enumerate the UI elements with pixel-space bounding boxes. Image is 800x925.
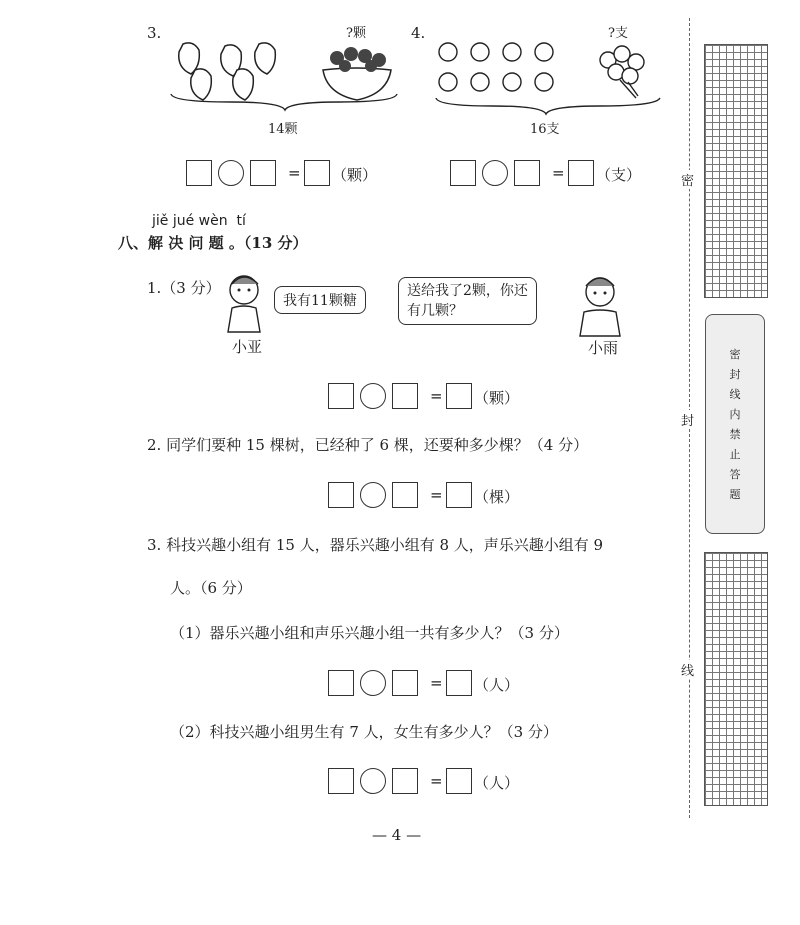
page-number: — 4 —: [372, 826, 422, 844]
answer-box[interactable]: [328, 768, 354, 794]
seal-label-mi: 密: [681, 170, 694, 189]
q3-sub-2: （2）科技兴趣小组男生有 7 人，女生有多少人？（3 分）: [170, 723, 558, 741]
flower-icon: [503, 73, 521, 91]
boy-illustration: [574, 272, 626, 338]
basket-icon: [323, 68, 391, 100]
problem-4-number: 4.: [411, 24, 426, 42]
equals-sign: =: [430, 674, 443, 692]
problem-3-question-label: ?颗: [346, 26, 366, 41]
equals-sign: =: [288, 164, 301, 182]
unit-label: （颗）: [474, 389, 520, 407]
unit-label: （人）: [474, 774, 520, 792]
q3-line-1: 3. 科技兴趣小组有 15 人，器乐兴趣小组有 8 人，声乐兴趣小组有 9: [147, 536, 604, 554]
flower-icon: [471, 43, 489, 61]
unit-label: （颗）: [332, 166, 378, 184]
operator-circle[interactable]: [482, 160, 508, 186]
flower-icon: [439, 73, 457, 91]
flower-icon: [503, 43, 521, 61]
problem-4-total-label: 16支: [530, 122, 560, 137]
notice-panel: [705, 314, 765, 534]
unit-label: （人）: [474, 676, 520, 694]
section-pinyin: jiě jué wèn tí: [152, 213, 246, 229]
girl-speech-bubble: 我有11颗糖: [274, 286, 366, 314]
equals-sign: =: [552, 164, 565, 182]
answer-box[interactable]: [328, 383, 354, 409]
flower-icon: [535, 43, 553, 61]
answer-box[interactable]: [446, 482, 472, 508]
q3-line-2: 人。（6 分）: [170, 579, 252, 597]
answer-box[interactable]: [328, 482, 354, 508]
answer-box[interactable]: [392, 383, 418, 409]
answer-box[interactable]: [392, 482, 418, 508]
girl-illustration: [222, 268, 268, 336]
strawberry-icon: [255, 43, 276, 74]
answer-box[interactable]: [446, 670, 472, 696]
answer-box[interactable]: [304, 160, 330, 186]
operator-circle[interactable]: [360, 383, 386, 409]
answer-grid-top: [704, 44, 768, 298]
operator-circle[interactable]: [218, 160, 244, 186]
section-title: 八、解 决 问 题 。（13 分）: [118, 234, 308, 252]
answer-box[interactable]: [186, 160, 212, 186]
answer-box[interactable]: [568, 160, 594, 186]
q3-sub-1: （1）器乐兴趣小组和声乐兴趣小组一共有多少人？（3 分）: [170, 624, 569, 642]
answer-box[interactable]: [514, 160, 540, 186]
flower-icon: [535, 73, 553, 91]
boy-speech-bubble: [398, 277, 537, 325]
q1-number: 1.（3 分）: [147, 279, 221, 297]
unit-label: （棵）: [474, 488, 520, 506]
girl-name-label: 小亚: [232, 338, 263, 356]
boy-name-label: 小雨: [588, 339, 619, 357]
operator-circle[interactable]: [360, 768, 386, 794]
problem-3-number: 3.: [147, 24, 162, 42]
equals-sign: =: [430, 486, 443, 504]
answer-box[interactable]: [392, 768, 418, 794]
q2-text: 2. 同学们要种 15 棵树，已经种了 6 棵，还要种多少棵？（4 分）: [147, 436, 589, 454]
answer-box[interactable]: [446, 383, 472, 409]
brace-icon: [436, 98, 660, 114]
operator-circle[interactable]: [360, 670, 386, 696]
equals-sign: =: [430, 772, 443, 790]
answer-box[interactable]: [450, 160, 476, 186]
boy-bubble-line-2: 有几颗？: [407, 303, 463, 319]
unit-label: （支）: [596, 166, 642, 184]
notice-text: 密封线内禁止答题: [729, 348, 741, 501]
seal-label-xian: 线: [681, 660, 694, 679]
answer-box[interactable]: [446, 768, 472, 794]
answer-grid-bottom: [704, 552, 768, 806]
equals-sign: =: [430, 387, 443, 405]
operator-circle[interactable]: [360, 482, 386, 508]
answer-box[interactable]: [328, 670, 354, 696]
flower-icon: [439, 43, 457, 61]
answer-box[interactable]: [250, 160, 276, 186]
strawberry-icon: [233, 69, 254, 100]
flower-icon: [471, 73, 489, 91]
boy-bubble-line-1: 送给我了2颗，你还: [407, 283, 528, 299]
seal-label-feng: 封: [681, 410, 694, 429]
answer-box[interactable]: [392, 670, 418, 696]
strawberry-icon: [191, 69, 212, 100]
problem-4-question-label: ?支: [608, 26, 628, 41]
problem-3-total-label: 14颗: [268, 122, 298, 137]
